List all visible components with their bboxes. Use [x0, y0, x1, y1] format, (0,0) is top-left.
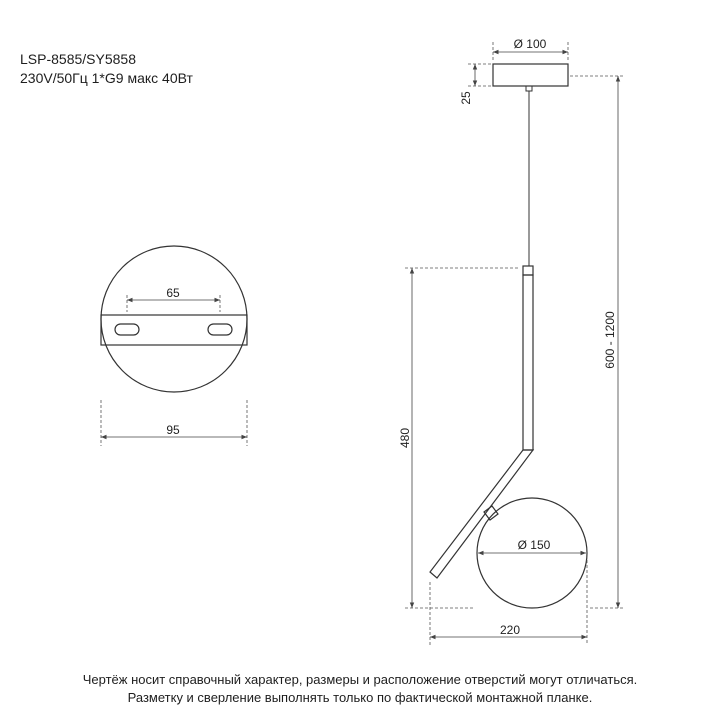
total-height-label: 600 - 1200	[603, 311, 617, 369]
shade-diameter-label: Ø 150	[517, 538, 551, 552]
tube-connector	[523, 266, 533, 275]
plate-circle	[101, 246, 247, 392]
angled-arm	[430, 450, 533, 578]
disclaimer-line-1: Чертёж носит справочный характер, размеры и расположение отверстий могут отличаться.	[82, 672, 638, 687]
total-width-label: 220	[499, 623, 521, 637]
canopy	[493, 64, 568, 86]
canopy-diameter-label: Ø 100	[513, 37, 547, 51]
electrical-specs: 230V/50Гц 1*G9 макс 40Вт	[20, 70, 193, 86]
disclaimer-line-2: Разметку и сверление выполнять только по фактической монтажной планке.	[127, 690, 593, 705]
plate-diameter-label: 95	[166, 423, 180, 437]
arm-height-label: 480	[398, 427, 412, 449]
model-number: LSP-8585/SY5858	[20, 51, 136, 67]
vertical-tube	[523, 275, 533, 450]
mounting-bar	[101, 315, 247, 345]
lamp-side-view	[398, 37, 625, 645]
hole-spacing-label: 65	[166, 286, 180, 300]
canopy-height-label: 25	[459, 91, 473, 105]
cord-clamp	[526, 86, 532, 91]
slot-left	[115, 324, 139, 335]
mounting-plate-view	[101, 246, 247, 446]
slot-right	[208, 324, 232, 335]
